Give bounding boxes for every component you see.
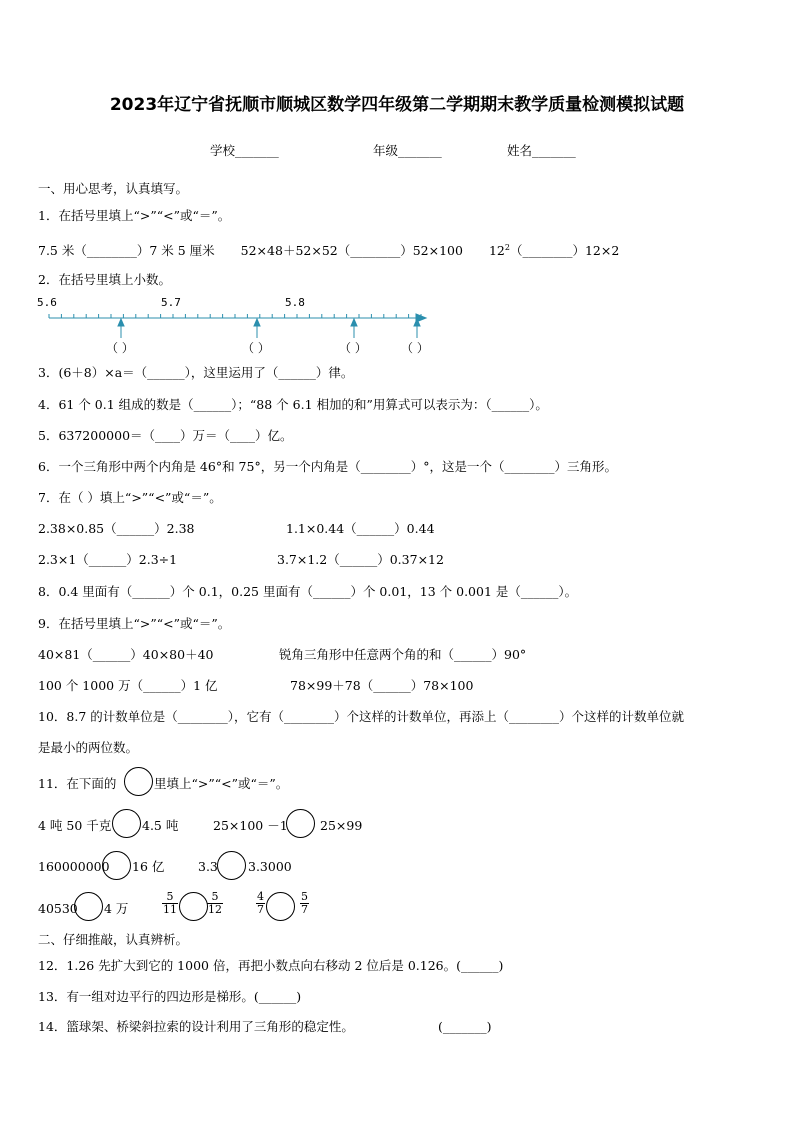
- q1-item-a: 7.5 米（________）7 米 5 厘米: [38, 243, 215, 259]
- q11-c-right: 16 亿: [132, 859, 165, 874]
- q11-g-left-fraction: $\frac{4}{7}$: [257, 890, 264, 916]
- question-9-text: 9．在括号里填上“>”“<”或“＝”。: [38, 616, 231, 631]
- q11-f-left-fraction: $\frac{5}{11}$: [163, 890, 177, 916]
- q11-e-right: 4 万: [104, 901, 129, 916]
- q11-f-circle[interactable]: [179, 892, 208, 921]
- question-1-items: [38, 240, 619, 259]
- q11-b-left: 25×100 －1: [213, 818, 288, 833]
- question-6: 6．一个三角形中两个内角是 46°和 75°，另一个内角是（________）°，这是一个（________）三角形。: [38, 459, 617, 474]
- number-line-blank-1: （ ）: [106, 341, 134, 355]
- question-10-line-2: 是最小的两位数。: [38, 740, 139, 755]
- q1-item-b: 52×48＋52×52（________）52×100: [240, 243, 463, 259]
- q11-sample-circle: [124, 767, 153, 796]
- q11-a-left: 4 吨 50 千克: [38, 818, 112, 833]
- question-13: 13．有一组对边平行的四边形是梯形。(______): [38, 989, 302, 1004]
- number-line-pointer-head-3: [351, 319, 357, 326]
- question-12: 12．1.26 先扩大到它的 1000 倍，再把小数点向右移动 2 位后是 0.126。(______): [38, 958, 504, 973]
- question-3: 3．(6＋8）×a＝（______），这里运用了（______）律。: [38, 365, 354, 380]
- q11-d-left: 3.3: [198, 859, 218, 874]
- question-11-pre: 11．在下面的: [38, 776, 117, 791]
- number-line-blank-2: （ ）: [242, 341, 270, 355]
- question-8: 8．0.4 里面有（______）个 0.1，0.25 里面有（______）个 0.01，13 个 0.001 是（______）。: [38, 584, 578, 599]
- question-11-post: 里填上“>”“<”或“＝”。: [154, 776, 289, 791]
- q11-b-circle[interactable]: [286, 809, 315, 838]
- number-line-label-5.6: 5.6: [37, 296, 57, 309]
- q11-c-left: 160000000: [38, 859, 110, 874]
- name-field[interactable]: 姓名_______: [507, 143, 576, 158]
- q11-e-left: 40530: [38, 901, 78, 916]
- question-4: 4．61 个 0.1 组成的数是（______）；“88 个 6.1 相加的和”用算式可以表示为：（______）。: [38, 397, 548, 412]
- q11-g-circle[interactable]: [266, 892, 295, 921]
- number-line-pointer-head-2: [254, 319, 260, 326]
- question-14: 14．篮球架、桥梁斜拉索的设计利用了三角形的稳定性。: [38, 1019, 354, 1034]
- question-5: 5．637200000＝（____）万＝（____）亿。: [38, 428, 293, 443]
- number-line-blank-4: （ ）: [401, 341, 429, 355]
- q7-item-a: 2.38×0.85（______）2.38: [38, 521, 195, 536]
- q11-b-right: 25×99: [320, 818, 363, 833]
- question-10-line-1: 10．8.7 的计数单位是（________），它有（________）个这样的计数单位，再添上（________）个这样的计数单位就: [38, 709, 685, 724]
- q1-item-c: $12^2(\_\_\_\_\_\_\_\_)12\times 2$: [488, 243, 620, 259]
- grade-field[interactable]: 年级_______: [373, 143, 442, 158]
- question-14-blank[interactable]: (_______): [438, 1019, 492, 1034]
- section-1-heading: 一、用心思考，认真填写。: [38, 181, 189, 196]
- q11-a-circle[interactable]: [112, 809, 141, 838]
- school-field[interactable]: 学校_______: [210, 143, 279, 158]
- q9-item-c: 100 个 1000 万（______）1 亿: [38, 678, 218, 693]
- number-line: [30, 290, 450, 360]
- section-2-heading: 二、仔细推敲，认真辨析。: [38, 932, 189, 947]
- q11-c-circle[interactable]: [102, 851, 131, 880]
- q11-d-right: 3.3000: [248, 859, 292, 874]
- number-line-pointer-head-1: [118, 319, 124, 326]
- q11-g-right-fraction: $\frac{5}{7}$: [301, 890, 308, 916]
- question-7-text: 7．在（ ）填上“>”“<”或“＝”。: [38, 490, 222, 505]
- q11-f-right-fraction: $\frac{5}{12}$: [208, 890, 222, 916]
- number-line-label-5.7: 5.7: [161, 296, 181, 309]
- question-2-text: 2．在括号里填上小数。: [38, 272, 171, 287]
- q7-item-c: 2.3×1（______）2.3÷1: [38, 552, 178, 567]
- page-title: 2023年辽宁省抚顺市顺城区数学四年级第二学期期末教学质量检测模拟试题: [109, 95, 685, 115]
- q11-a-right: 4.5 吨: [142, 818, 179, 833]
- q7-item-d: 3.7×1.2（______）0.37×12: [277, 552, 444, 567]
- q9-item-d: 78×99＋78（______）78×100: [290, 678, 474, 693]
- number-line-blank-3: （ ）: [339, 341, 367, 355]
- q11-e-circle[interactable]: [74, 892, 103, 921]
- question-1-text: 1．在括号里填上“>”“<”或“＝”。: [38, 208, 231, 223]
- q7-item-b: 1.1×0.44（______）0.44: [286, 521, 435, 536]
- q11-d-circle[interactable]: [217, 851, 246, 880]
- q9-item-a: 40×81（______）40×80＋40: [38, 647, 214, 662]
- q9-item-b: 锐角三角形中任意两个角的和（______）90°: [279, 647, 527, 662]
- number-line-label-5.8: 5.8: [285, 296, 305, 309]
